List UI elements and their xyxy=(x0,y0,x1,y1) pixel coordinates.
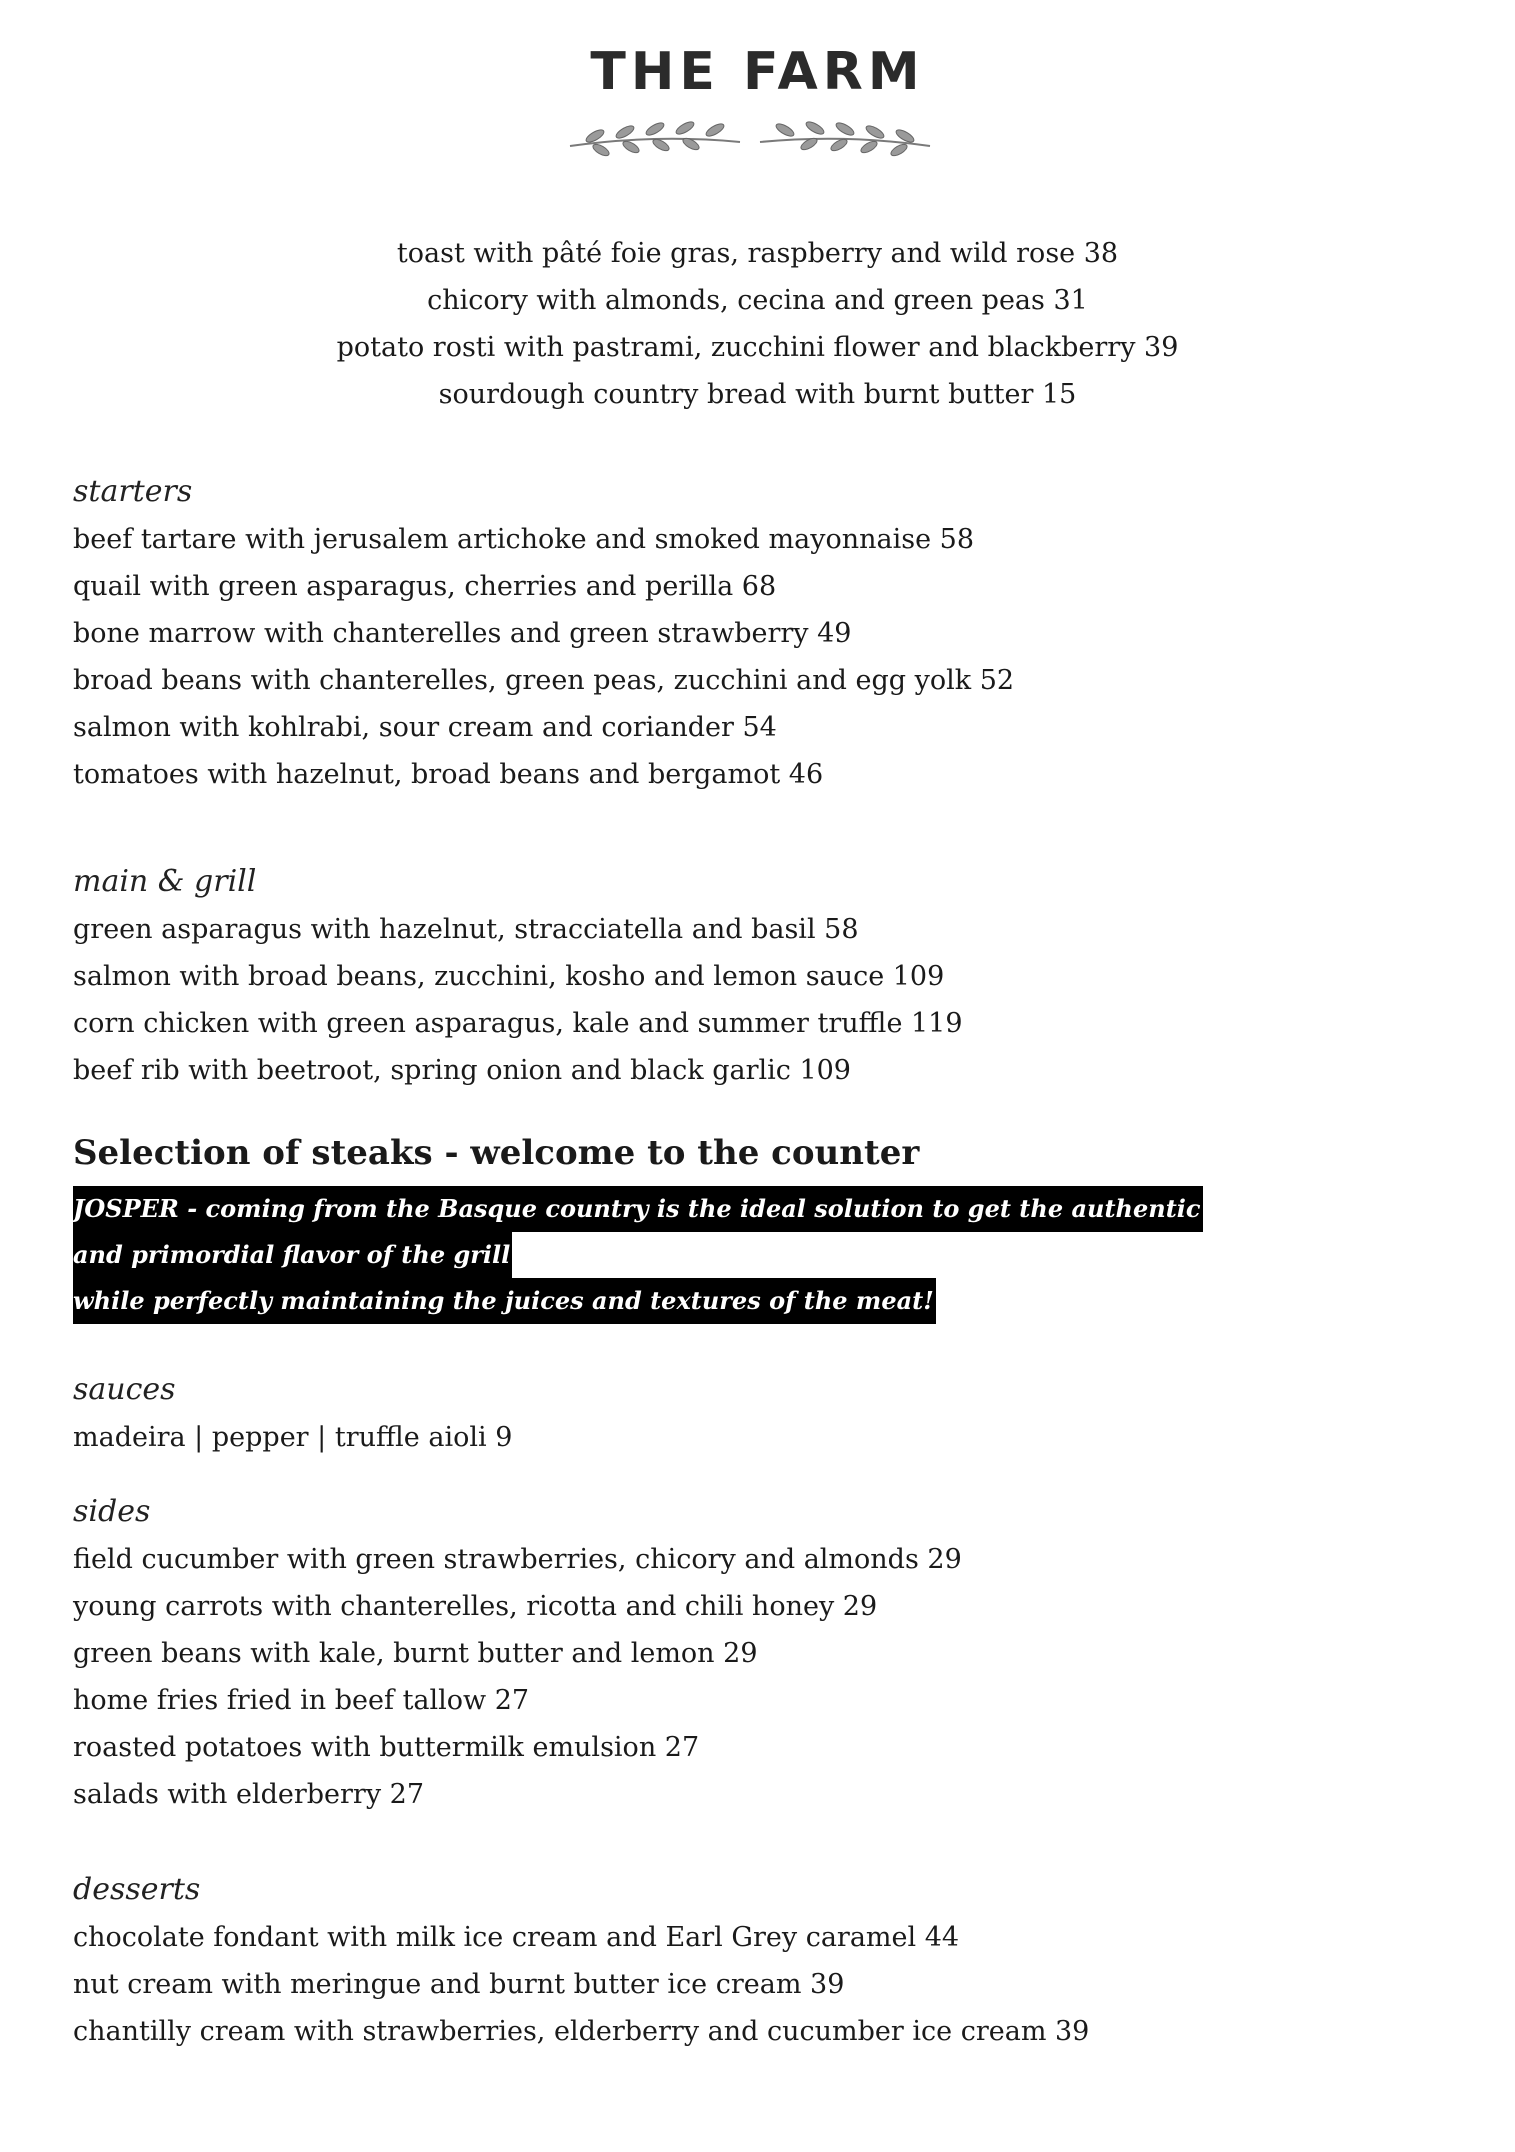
menu-item: quail with green asparagus, cherries and perilla 68 xyxy=(73,571,777,602)
section-title-sauces: sauces xyxy=(73,1372,176,1407)
sauces-section xyxy=(73,1370,512,1461)
starters-section xyxy=(73,472,1014,798)
menu-item: corn chicken with green asparagus, kale and summer truffle 119 xyxy=(73,1008,963,1039)
menu-item: young carrots with chanterelles, ricotta and chili honey 29 xyxy=(73,1591,878,1622)
menu-item: home fries fried in beef tallow 27 xyxy=(73,1685,530,1716)
desserts-section xyxy=(73,1870,1089,2055)
laurel-branch-icon xyxy=(565,112,935,166)
intro-item: sourdough country bread with burnt butter 15 xyxy=(438,379,1077,410)
main-grill-section xyxy=(73,862,963,1094)
josper-line: while perfectly maintaining the juices and textures of the meat! xyxy=(73,1278,936,1324)
menu-item: green asparagus with hazelnut, stracciatella and basil 58 xyxy=(73,914,859,945)
sides-section xyxy=(73,1492,962,1818)
josper-line: and primordial flavor of the grill xyxy=(73,1232,512,1278)
menu-item: field cucumber with green strawberries, chicory and almonds 29 xyxy=(73,1544,962,1575)
menu-item: roasted potatoes with buttermilk emulsion 27 xyxy=(73,1732,700,1763)
intro-list xyxy=(0,230,1515,418)
intro-item: toast with pâté foie gras, raspberry and wild rose 38 xyxy=(396,238,1119,269)
menu-item: beef tartare with jerusalem artichoke and smoked mayonnaise 58 xyxy=(73,524,974,555)
menu-item: salads with elderberry 27 xyxy=(73,1779,425,1810)
menu-item: salmon with broad beans, zucchini, kosho and lemon sauce 109 xyxy=(73,961,945,992)
menu-item: beef rib with beetroot, spring onion and black garlic 109 xyxy=(73,1055,851,1086)
menu-item: bone marrow with chanterelles and green strawberry 49 xyxy=(73,618,852,649)
intro-item: potato rosti with pastrami, zucchini flower and blackberry 39 xyxy=(336,332,1179,363)
menu-item: nut cream with meringue and burnt butter ice cream 39 xyxy=(73,1969,845,2000)
section-title-sides: sides xyxy=(73,1494,151,1529)
menu-item: green beans with kale, burnt butter and lemon 29 xyxy=(73,1638,758,1669)
intro-item: chicory with almonds, cecina and green peas 31 xyxy=(427,285,1088,316)
section-title-desserts: desserts xyxy=(73,1872,201,1907)
menu-item: salmon with kohlrabi, sour cream and coriander 54 xyxy=(73,712,777,743)
menu-item: chocolate fondant with milk ice cream and Earl Grey caramel 44 xyxy=(73,1922,960,1953)
steaks-heading: Selection of steaks - welcome to the counter xyxy=(73,1133,920,1173)
section-title-starters: starters xyxy=(73,474,193,509)
menu-item: madeira | pepper | truffle aioli 9 xyxy=(73,1422,513,1453)
section-title-main-grill: main & grill xyxy=(73,864,257,899)
josper-line: JOSPER - coming from the Basque country is the ideal solution to get the authentic xyxy=(73,1186,1203,1232)
menu-item: tomatoes with hazelnut, broad beans and bergamot 46 xyxy=(73,759,824,790)
josper-note xyxy=(73,1186,1203,1324)
menu-title: THE FARM xyxy=(590,42,925,102)
menu-item: broad beans with chanterelles, green peas, zucchini and egg yolk 52 xyxy=(73,665,1015,696)
menu-item: chantilly cream with strawberries, elderberry and cucumber ice cream 39 xyxy=(73,2016,1090,2047)
